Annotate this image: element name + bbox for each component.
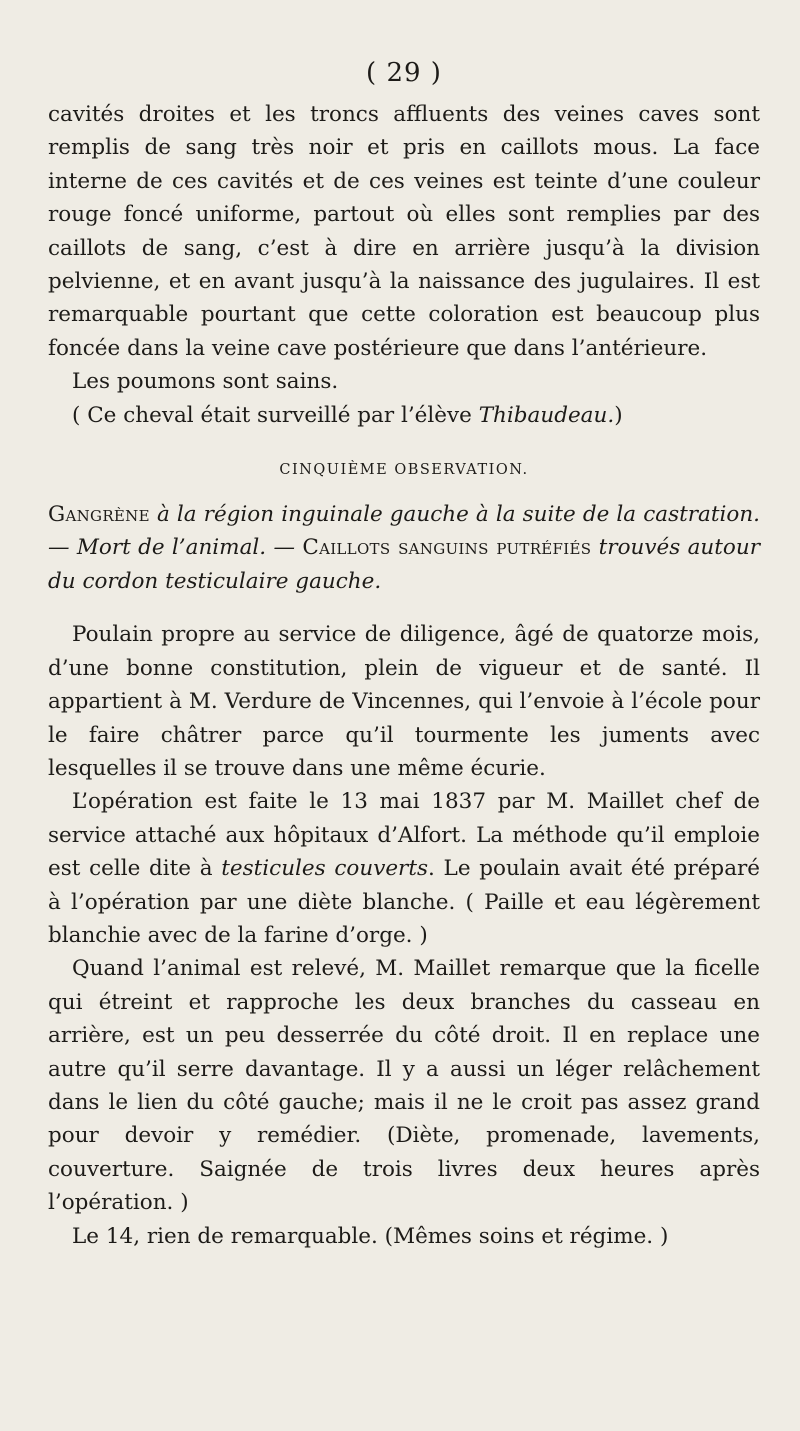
section-heading: CINQUIÈME OBSERVATION. bbox=[279, 462, 529, 479]
paragraph-lungs: Les poumons sont sains. bbox=[72, 369, 339, 395]
attribution-suffix: ) bbox=[614, 402, 623, 428]
operation-text-b: . Le poulain avait été préparé à l’opération par une diète blanche. ( Paille et eau légèrement blanchie avec de la farine d’orge. ) bbox=[48, 856, 761, 948]
paragraph-recovery: Quand l’animal est relevé, M. Maillet remarque que la ficelle qui étreint et rapproche les deux branches du casseau en arrière, est un peu desserrée du côté droit. Il en replace une autre qu’il serre davantage. Il y a aussi un léger relâchement dans le lien du côté gauche; mais il ne le croit pas assez grand pour devoir y remédier. (Diète, promenade, lavements, couverture. Saignée de trois livres deux heures après l’opération. ) bbox=[48, 956, 760, 1216]
page-number: ( 29 ) bbox=[366, 58, 442, 88]
student-name: Thibaudeau. bbox=[478, 402, 615, 428]
observation-summary bbox=[48, 498, 760, 598]
operation-text-a: L’opération est faite le 13 mai 1837 par M. Maillet chef de service attaché aux hôpitaux d’Alfort. La méthode qu’il emploie est celle dite à bbox=[48, 789, 760, 882]
summary-title: Gangrène bbox=[48, 502, 150, 528]
paragraph-veins: cavités droites et les troncs affluents des veines caves sont remplis de sang très noir et pris en caillots mous. La face interne de ces cavités et de ces veines est teinte d’une couleur rouge foncé uniforme, partout où elles sont remplies par des caillots de sang, c’est à dire en arrière jusqu’à la division pelvienne, et en avant jusqu’à la naissance des jugulaires. Il est remarquable pourtant que cette coloration est beaucoup plus foncée dans la veine cave postérieure que dans l’antérieure. bbox=[48, 102, 760, 361]
paragraph-day-14: Le 14, rien de remarquable. (Mêmes soins et régime. ) bbox=[72, 1223, 669, 1249]
paragraph-operation bbox=[48, 785, 760, 952]
summary-text-2: trouvés autour du cordon testiculaire gauche. bbox=[48, 535, 760, 594]
paragraph-foal: Poulain propre au service de diligence, âgé de quatorze mois, d’une bonne constitution, plein de vigueur et de santé. Il appartient à M. Verdure de Vincennes, qui l’envoie à l’école pour le faire châtrer parce qu’il tourmente les juments avec lesquelles il se trouve dans une même écurie. bbox=[48, 622, 760, 781]
method-name: testicules couverts bbox=[221, 856, 429, 882]
summary-finding: Caillots sanguins putréfiés bbox=[302, 535, 592, 561]
attribution-prefix: ( Ce cheval était surveillé par l’élève bbox=[72, 402, 479, 428]
summary-text-1: à la région inguinale gauche à la suite de la castration. — Mort de l’animal. — bbox=[48, 502, 760, 561]
attribution-line bbox=[48, 399, 760, 432]
